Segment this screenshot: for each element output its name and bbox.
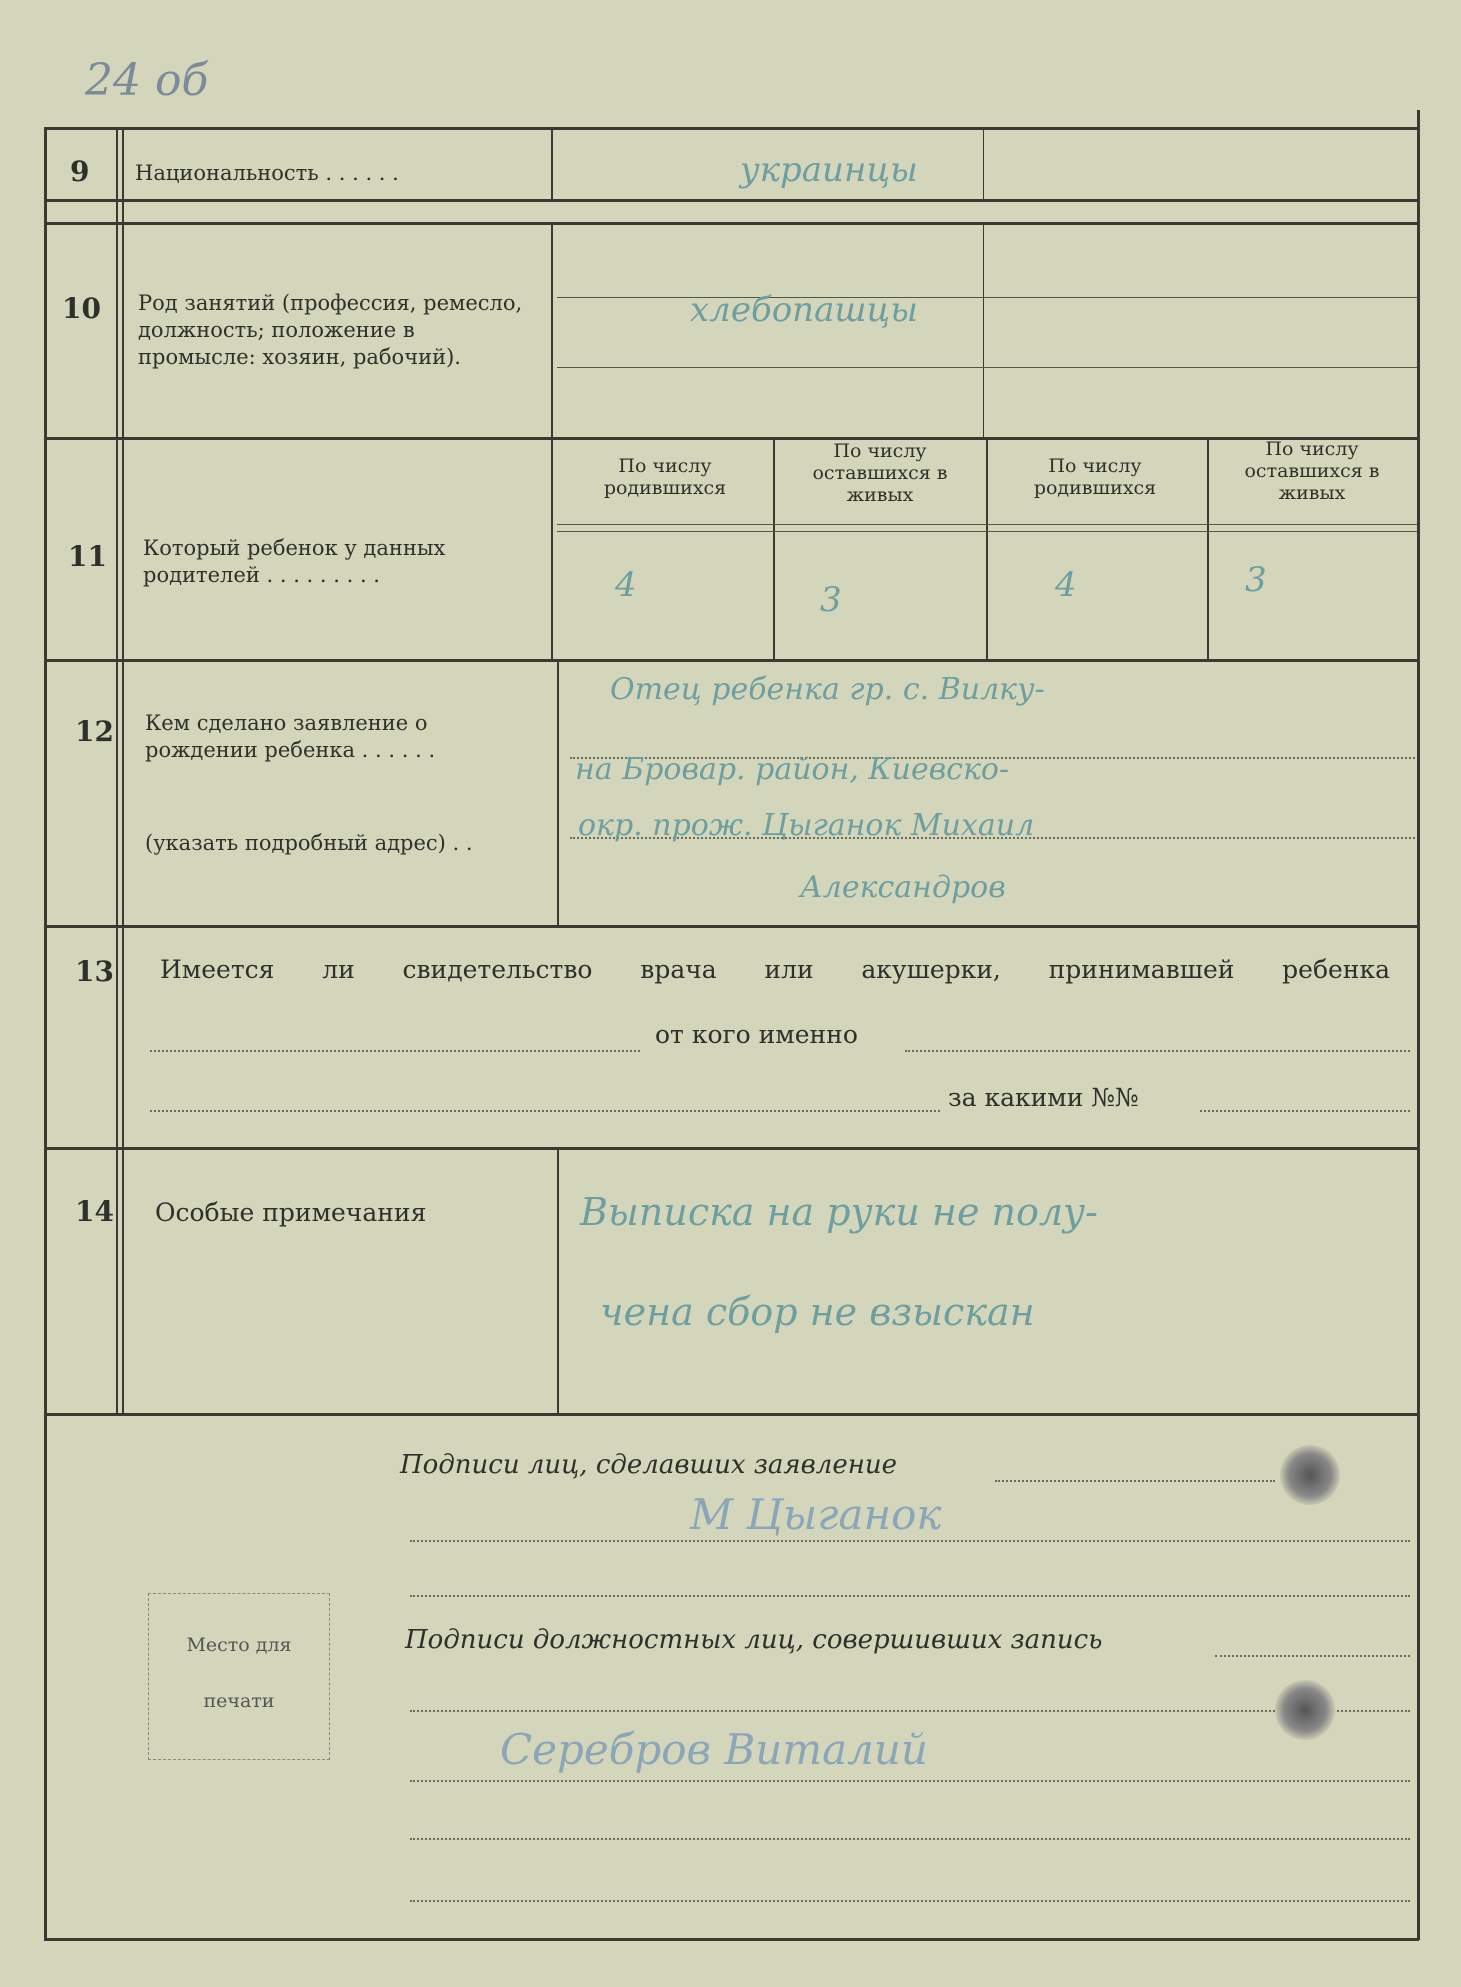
certificate-from-label: от кого именно (655, 1020, 858, 1049)
born-value-1: 4 (615, 565, 637, 605)
row-number-10: 10 (62, 292, 101, 325)
declarant-line-3: окр. прож. Цыганок Михаил (578, 808, 1035, 843)
declarant-line-1: Отец ребенка гр. с. Вилку- (610, 672, 1045, 707)
occupation-value: хлебопашцы (690, 290, 918, 330)
applicants-signature-label: Подписи лиц, сделавших заявление (400, 1450, 897, 1480)
subheader-alive-1: По числу оставшихся в живых (812, 440, 948, 506)
row-number-14: 14 (75, 1195, 114, 1228)
official-signature: Серебров Виталий (500, 1725, 928, 1774)
row-number-12: 12 (75, 715, 114, 748)
child-order-label: Который ребенок у данных родителей . . . . . . . . . (143, 536, 446, 587)
born-value-2: 4 (1055, 565, 1077, 605)
notes-line-2: чена сбор не взыскан (600, 1290, 1035, 1334)
occupation-label: Род занятий (профессия, ремесло, должность; положение в промысле: хозяин, рабочий). (138, 291, 523, 369)
notes-line-1: Выписка на руки не полу- (580, 1190, 1098, 1234)
address-label: (указать подробный адрес) . . (145, 831, 473, 855)
stamp-place-line-2: печати (203, 1690, 275, 1712)
row-number-11: 11 (68, 540, 107, 573)
officials-signature-label: Подписи должностных лиц, совершивших запись (405, 1625, 1103, 1655)
certificate-numbers-label: за какими №№ (948, 1083, 1139, 1112)
alive-value-1: 3 (820, 580, 842, 620)
subheader-alive-2: По числу оставшихся в живых (1244, 438, 1380, 504)
nationality-value: украинцы (740, 150, 918, 190)
punch-hole-top (1280, 1445, 1340, 1505)
archive-mark: 24 об (85, 55, 209, 106)
applicant-signature: М Цыганок (690, 1490, 942, 1539)
nationality-label: Национальность . . . . . . (135, 161, 399, 185)
notes-label: Особые примечания (155, 1198, 427, 1227)
punch-hole-bottom (1275, 1680, 1335, 1740)
subheader-born-2: По числу родившихся (1033, 455, 1157, 499)
declarant-line-2: на Бровар. район, Киевско- (575, 752, 1010, 787)
stamp-place-box (148, 1593, 330, 1760)
row-number-9: 9 (70, 155, 90, 188)
row-number-13: 13 (75, 955, 114, 988)
declarant-label: Кем сделано заявление о рождении ребенка . . . . . . (145, 711, 436, 762)
alive-value-2: 3 (1245, 560, 1267, 600)
subheader-born-1: По числу родившихся (603, 455, 727, 499)
certificate-question: Имеется ли свидетельство врача или акушерки, принимавшей ребенка (160, 955, 1390, 984)
stamp-place-line-1: Место для (186, 1634, 292, 1656)
declarant-line-4: Александров (800, 870, 1006, 905)
